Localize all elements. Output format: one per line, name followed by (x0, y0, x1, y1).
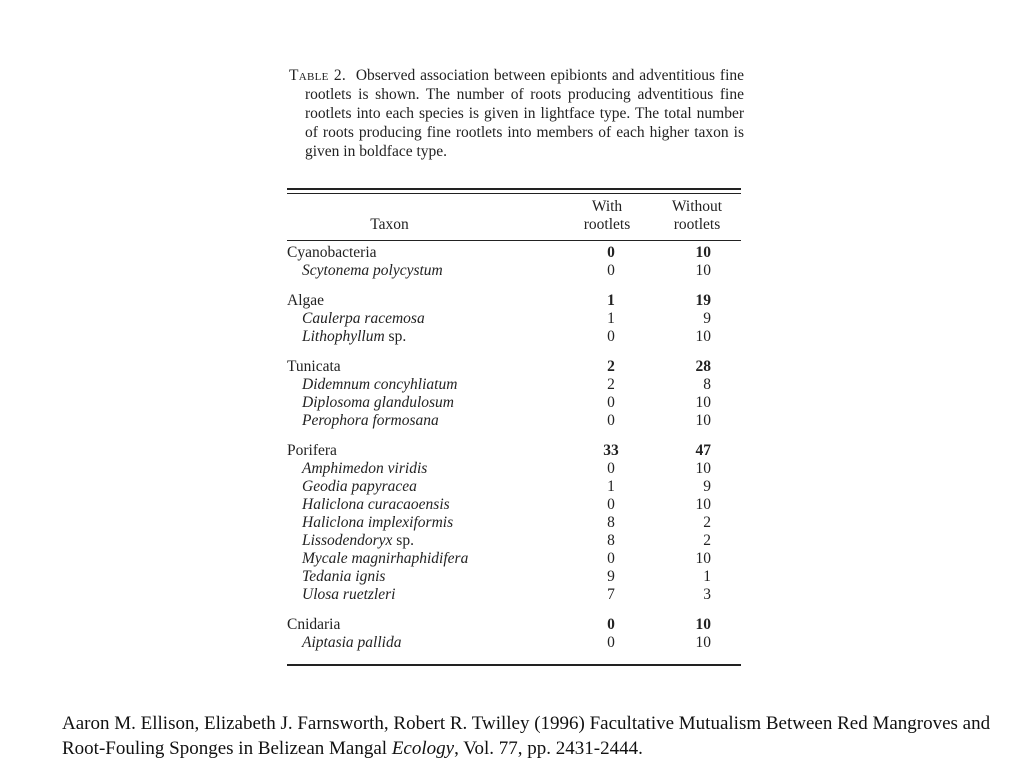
citation-journal: Ecology (391, 738, 455, 759)
without-rootlets-value: 8 (703, 376, 711, 393)
with-rootlets-value: 33 (603, 442, 619, 459)
with-rootlets-value: 2 (607, 358, 615, 375)
taxon-name-text: Scytonema polycystum (302, 262, 443, 279)
taxon-name (302, 586, 395, 604)
table-row-group (287, 292, 741, 310)
taxon-name-text: Haliclona implexiformis (302, 514, 454, 531)
taxon-name-text: Cyanobacteria (287, 244, 377, 261)
with-rootlets-value: 0 (607, 262, 615, 279)
without-rootlets-value: 19 (695, 292, 711, 309)
without-rootlets-value: 10 (695, 328, 711, 345)
taxon-name-text: Lissodendoryx (302, 532, 393, 549)
table-caption-label: Table 2. (289, 67, 347, 84)
without-rootlets-value: 10 (695, 550, 711, 567)
taxon-name (287, 244, 377, 262)
taxon-name (302, 262, 443, 280)
header-with-rootlets: With rootlets (583, 198, 631, 233)
table-row-species (287, 412, 741, 430)
taxon-name-text: Perophora formosana (302, 412, 439, 429)
without-rootlets-value: 47 (695, 442, 711, 459)
taxon-name (302, 496, 450, 514)
without-rootlets-value: 9 (703, 478, 711, 495)
without-rootlets-value: 10 (695, 244, 711, 261)
taxon-name (302, 376, 457, 394)
table-row-species (287, 634, 741, 652)
table-row-species (287, 550, 741, 568)
without-rootlets-value: 10 (695, 616, 711, 633)
table-header-rule (287, 240, 741, 241)
table-row-group (287, 244, 741, 262)
with-rootlets-value: 0 (607, 412, 615, 429)
taxon-name-text: Porifera (287, 442, 337, 459)
with-rootlets-value: 9 (607, 568, 615, 585)
table-row-species (287, 460, 741, 478)
with-rootlets-value: 0 (607, 394, 615, 411)
with-rootlets-value: 8 (607, 532, 615, 549)
taxon-name (287, 616, 340, 634)
table-bottom-rule (287, 664, 741, 666)
table-row-group (287, 616, 741, 634)
taxon-name (302, 460, 427, 478)
with-rootlets-value: 0 (607, 550, 615, 567)
taxon-name (302, 634, 401, 652)
taxon-name (302, 412, 439, 430)
taxon-name (287, 442, 337, 460)
taxon-name (302, 310, 425, 328)
table-row-species (287, 376, 741, 394)
without-rootlets-value: 10 (695, 460, 711, 477)
taxon-name (302, 568, 385, 586)
taxon-name (302, 328, 406, 346)
taxon-name (287, 292, 324, 310)
table-top-rule (287, 188, 741, 190)
table-row-species (287, 394, 741, 412)
taxon-name-text: Haliclona curacaoensis (302, 496, 450, 513)
without-rootlets-value: 9 (703, 310, 711, 327)
taxon-name (302, 514, 453, 532)
table-top-rule-thin (287, 193, 741, 194)
without-rootlets-value: 3 (703, 586, 711, 603)
without-rootlets-value: 10 (695, 634, 711, 651)
with-rootlets-value: 0 (607, 460, 615, 477)
table-row-species (287, 310, 741, 328)
header-without-rootlets: Without rootlets (671, 198, 723, 233)
with-rootlets-value: 7 (607, 586, 615, 603)
taxon-name (302, 532, 414, 550)
taxon-name (302, 550, 468, 568)
taxon-name-suffix: sp. (396, 532, 414, 549)
table-row-species (287, 478, 741, 496)
taxon-name-text: Cnidaria (287, 616, 341, 633)
with-rootlets-value: 0 (607, 244, 615, 261)
taxon-name-text: Geodia papyracea (302, 478, 417, 495)
taxon-name-text: Tedania ignis (302, 568, 386, 585)
citation (62, 711, 1012, 761)
table-caption (289, 66, 744, 161)
taxon-name-text: Diplosoma glandulosum (302, 394, 454, 411)
with-rootlets-value: 2 (607, 376, 615, 393)
with-rootlets-value: 1 (607, 478, 615, 495)
with-rootlets-value: 0 (607, 634, 615, 651)
taxon-name-text: Caulerpa racemosa (302, 310, 425, 327)
without-rootlets-value: 2 (703, 514, 711, 531)
taxon-name-text: Aiptasia pallida (302, 634, 402, 651)
table-body (287, 244, 741, 652)
table-row-species (287, 568, 741, 586)
table-row-species (287, 532, 741, 550)
taxon-name (287, 358, 341, 376)
table-caption-text: Observed association between epibionts and adventitious fine rootlets is shown. The number of roots producing adventitious fine rootlets into each species is given in lightface type. The total number of roots producing fine rootlets into members of each higher taxon is given in boldface type. (305, 67, 745, 160)
taxon-name (302, 394, 454, 412)
without-rootlets-value: 1 (703, 568, 711, 585)
with-rootlets-value: 0 (607, 328, 615, 345)
taxon-name-suffix: sp. (388, 328, 407, 345)
table-row-group (287, 358, 741, 376)
table-row-species (287, 262, 741, 280)
taxon-name-text: Mycale magnirhaphidifera (302, 550, 469, 567)
taxon-name-text: Algae (287, 292, 325, 309)
with-rootlets-value: 0 (607, 616, 615, 633)
taxon-name-text: Ulosa ruetzleri (302, 586, 396, 603)
table-row-species (287, 514, 741, 532)
without-rootlets-value: 10 (695, 496, 711, 513)
without-rootlets-value: 10 (695, 394, 711, 411)
with-rootlets-value: 8 (607, 514, 615, 531)
taxon-name-text: Didemnum concyhliatum (302, 376, 458, 393)
citation-authors-title: Aaron M. Ellison, Elizabeth J. Farnsworth, Robert R. Twilley (1996) Facultative Mutualism Between Red Mangroves and Root-Fouling Sponges in Belizean Mangal (62, 713, 991, 759)
with-rootlets-value: 0 (607, 496, 615, 513)
without-rootlets-value: 10 (695, 262, 711, 279)
with-rootlets-value: 1 (607, 310, 615, 327)
header-taxon: Taxon (370, 216, 409, 233)
taxon-name-text: Tunicata (287, 358, 341, 375)
citation-volume-pages: , Vol. 77, pp. 2431-2444. (454, 738, 643, 759)
taxon-name (302, 478, 417, 496)
without-rootlets-value: 2 (703, 532, 711, 549)
taxon-name-text: Lithophyllum (302, 328, 385, 345)
table-row-species (287, 496, 741, 514)
table-row-species (287, 586, 741, 604)
taxon-name-text: Amphimedon viridis (302, 460, 428, 477)
table-row-group (287, 442, 741, 460)
with-rootlets-value: 1 (607, 292, 615, 309)
without-rootlets-value: 28 (695, 358, 711, 375)
table-row-species (287, 328, 741, 346)
without-rootlets-value: 10 (695, 412, 711, 429)
